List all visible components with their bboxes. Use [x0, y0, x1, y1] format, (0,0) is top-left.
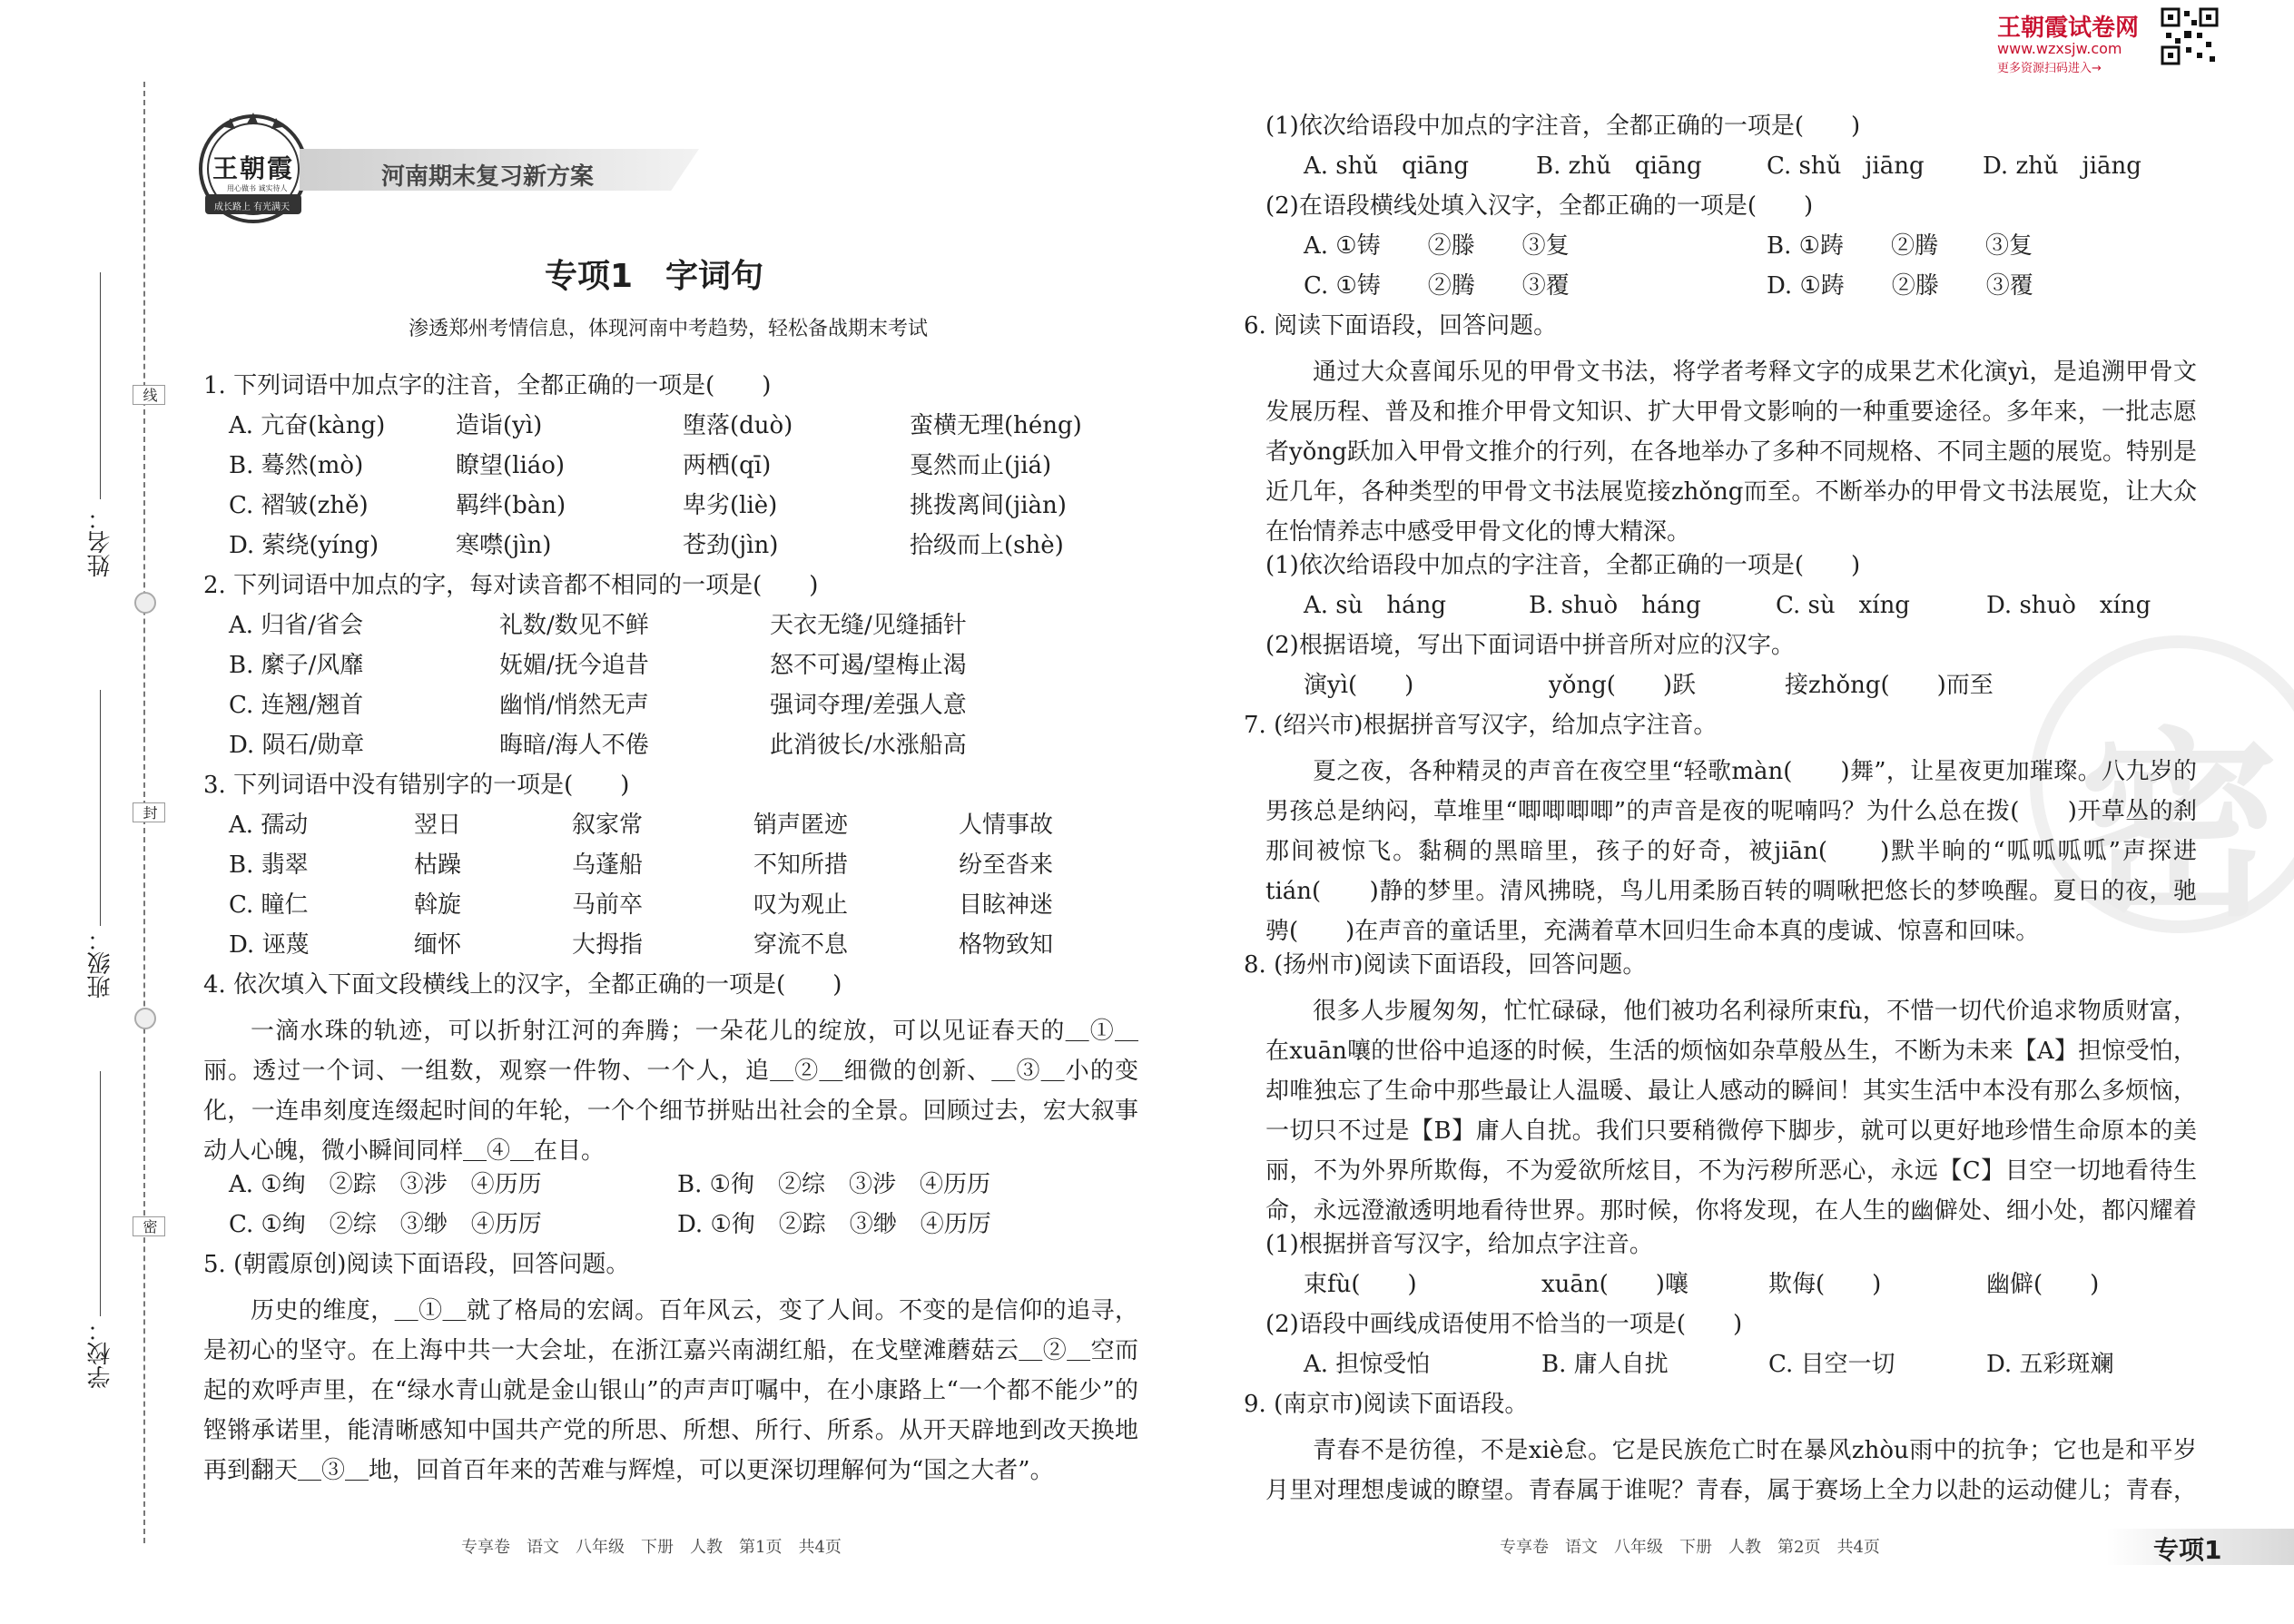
option-cell: 斡旋: [414, 891, 462, 919]
q5-stem: 5. (朝霞原创)阅读下面语段，回答问题。: [203, 1251, 630, 1278]
option-cell: C. sù xíng: [1776, 592, 1910, 619]
q3-option-row-c: [203, 891, 1247, 931]
q7-passage: 夏之夜，各种精灵的声音在夜空里“轻歌màn( )舞”，让星夜更加璀璨。八九岁的男孩总是纳闷，草堆里“唧唧唧唧”的声音是夜的呢喃吗？为什么总在拨( )开草丛的刹那间被惊飞。黏稠的黑暗里，孩子的好奇，被jiān( )默半晌的“呱呱呱呱”声探进tián( )静的梦里。清风拂晓，鸟儿用柔肠百转的啁啾把悠长的梦唤醒。夏日的夜，驰骋( )在声音的童话里，充满着草木回归生命本真的虔诚、惊喜和回味。: [1265, 758, 2197, 945]
q4-stem: 4. 依次填入下面文段横线上的汉字，全都正确的一项是( ): [203, 971, 842, 999]
school-field[interactable]: [87, 1071, 114, 1389]
q4-option-row-2: [203, 1211, 1247, 1251]
option-cell: B. 縻子/风靡: [229, 652, 364, 679]
binding-hole-1: [134, 592, 156, 614]
q2-option-row-b: [203, 652, 1247, 692]
blank-cell[interactable]: 演yì( ): [1304, 672, 1414, 699]
right-question-list: [1244, 113, 2197, 1511]
q6-sub1-options: [1244, 592, 2197, 632]
option-cell: A. sù háng: [1304, 592, 1447, 619]
page-subtitle: 渗透郑州考情信息，体现河南中考趋势，轻松备战期末考试: [409, 318, 929, 340]
option-cell: 缅怀: [414, 931, 462, 959]
option-cell: 不知所措: [753, 851, 849, 879]
q5-sub1-stem: (1)依次给语段中加点的字注音，全都正确的一项是( ): [1265, 113, 1861, 140]
q3-option-row-a: [203, 812, 1247, 851]
q1-option-row-d: [203, 532, 1247, 572]
option-cell: C. 褶皱(zhě): [229, 492, 369, 519]
blank-cell[interactable]: 欺侮( ): [1768, 1271, 1882, 1298]
q1-option-row-a: [203, 412, 1247, 452]
q8-sub1-blanks: [1244, 1271, 2197, 1311]
option-cell: 强词夺理/差强人意: [770, 692, 967, 719]
option-cell: A. shǔ qiāng: [1304, 153, 1469, 180]
q9-stem: 9. (南京市)阅读下面语段。: [1244, 1391, 1529, 1418]
corner-tag: 专项1: [2153, 1535, 2222, 1565]
option-cell: 大拇指: [572, 931, 644, 959]
blank-cell[interactable]: yǒng( )跃: [1549, 672, 1697, 699]
option-cell: B. ①徇 ②综 ③涉 ④历历: [677, 1171, 990, 1198]
option-cell: 戛然而止(jiá): [910, 452, 1052, 479]
option-cell: B. zhǔ qiāng: [1536, 153, 1702, 180]
option-cell: 马前卒: [572, 891, 644, 919]
option-cell: 天衣无缝/见缝插针: [770, 612, 967, 639]
option-cell: D. shuò xíng: [1986, 592, 2151, 619]
binding-mark-seal: 封: [133, 802, 165, 822]
option-cell: 拾级而上(shè): [910, 532, 1064, 559]
option-cell: 枯躁: [414, 851, 462, 879]
option-cell: 晦暗/海人不倦: [499, 732, 649, 759]
option-cell: D. 诬蔑: [229, 931, 310, 959]
class-field[interactable]: [87, 690, 114, 999]
option-cell: 瞭望(liáo): [456, 452, 566, 479]
q9-passage: 青春不是彷徨，不是xiè怠。它是民族危亡时在暴风zhòu雨中的抗争；它也是和平岁月里对理想虔诚的瞭望。青春属于谁呢？青春，属于赛场上全力以赴的运动健儿；青春，: [1265, 1437, 2197, 1504]
option-cell: D. 萦绕(yíng): [229, 532, 379, 559]
qr-code-icon[interactable]: [2161, 7, 2219, 65]
option-cell: 叹为观止: [753, 891, 849, 919]
q1-option-row-c: [203, 492, 1247, 532]
option-cell: 此消彼长/水涨船高: [770, 732, 967, 759]
option-cell: 挑拨离间(jiàn): [910, 492, 1067, 519]
option-cell: 穿流不息: [753, 931, 849, 959]
q8-passage: 很多人步履匆匆，忙忙碌碌，他们被功名利禄所束fù，不惜一切代价追求物质财富，在xuān嚷的世俗中追逐的时候，生活的烦恼如杂草般丛生，不断为未来【A】担惊受怕，却唯独忘了生命中那些最让人温暖、最让人感动的瞬间！其实生活中本没有那么多烦恼，一切只不过是【B】庸人自扰。我们只要稍微停下脚步，就可以更好地珍惜生命原本的美丽，不为外界所欺侮，不为爱欲所炫目，不为污秽所恶心，永远【C】目空一切地看待生命，永远澄澈透明地看待世界。那时候，你将发现，在人生的幽僻处、细小处，都闪耀着: [1265, 998, 2197, 1225]
option-cell: 两栖(qī): [683, 452, 772, 479]
option-cell: A. 担惊受怕: [1304, 1351, 1431, 1378]
option-cell: D. 五彩斑斓: [1986, 1351, 2114, 1378]
blank-cell[interactable]: 幽僻( ): [1986, 1271, 2100, 1298]
binding-mark-line: 线: [133, 385, 165, 405]
blank-cell[interactable]: 束fù( ): [1304, 1271, 1417, 1298]
footer-left: 专享卷 语文 八年级 下册 人教 第1页 共4页: [461, 1538, 842, 1557]
option-cell: 翌日: [414, 812, 462, 839]
watermark-text: 密: [2079, 711, 2279, 943]
option-cell: B. 蓦然(mò): [229, 452, 364, 479]
q6-sub2-stem: (2)根据语境，写出下面词语中拼音所对应的汉字。: [1265, 632, 1795, 659]
header-band-text: 河南期末复习新方案: [381, 163, 595, 191]
option-cell: A. 亢奋(kàng): [229, 412, 386, 439]
q4-option-row-1: [203, 1171, 1247, 1211]
option-cell: 怒不可遏/望梅止渴: [770, 652, 967, 679]
q3-option-row-d: [203, 931, 1247, 971]
q6-passage: 通过大众喜闻乐见的甲骨文书法，将学者考释文字的成果艺术化演yì，是追溯甲骨文发展历程、普及和推介甲骨文知识、扩大甲骨文影响的一种重要途径。多年来，一批志愿者yǒng跃加入甲骨文推介的行列，在各地举办了多种不同规格、不同主题的展览。特别是近几年，各种类型的甲骨文书法展览接zhǒng而至。不断举办的甲骨文书法展览，让大众在怡情养志中感受甲骨文化的博大精深。: [1265, 359, 2197, 546]
blank-cell[interactable]: xuān( )嚷: [1541, 1271, 1689, 1298]
option-cell: D. ①踌 ②滕 ③覆: [1767, 272, 2033, 300]
option-cell: 蛮横无理(héng): [910, 412, 1082, 439]
site-url: www.wzxsjw.com: [1997, 40, 2122, 57]
site-slogan: 更多资源扫码进入→: [1997, 62, 2102, 75]
option-cell: 堕落(duò): [683, 412, 793, 439]
q1-option-row-b: [203, 452, 1247, 492]
option-cell: B. 翡翠: [229, 851, 309, 879]
brand-logo: [194, 107, 312, 225]
option-cell: 叙家常: [572, 812, 644, 839]
q8-stem: 8. (扬州市)阅读下面语段，回答问题。: [1244, 951, 1647, 979]
name-field[interactable]: [87, 272, 114, 577]
option-cell: 羁绊(bàn): [456, 492, 566, 519]
blank-cell[interactable]: 接zhǒng( )而至: [1785, 672, 1994, 699]
q1-stem: 1. 下列词语中加点字的注音，全都正确的一项是( ): [203, 372, 772, 399]
logo-subtext-1: 用心做书 诚实待人: [227, 184, 288, 192]
option-cell: 造诣(yì): [456, 412, 543, 439]
option-cell: C. ①绚 ②综 ③缈 ④历厉: [229, 1211, 542, 1238]
option-cell: A. ①绚 ②踪 ③涉 ④历历: [229, 1171, 542, 1198]
option-cell: B. ①踌 ②腾 ③复: [1767, 232, 2033, 260]
q8-sub2-options: [1244, 1351, 2197, 1391]
page-title: 专项1 字词句: [545, 258, 764, 295]
q7-stem: 7. (绍兴市)根据拼音写汉字，给加点字注音。: [1244, 712, 1718, 739]
site-name: 王朝霞试卷网: [1997, 15, 2140, 42]
name-label: 姓名：: [87, 507, 114, 577]
left-question-list: [203, 372, 1247, 1491]
option-cell: 礼数/数见不鲜: [499, 612, 649, 639]
q5-passage: 历史的维度，＿①＿就了格局的宏阔。百年风云，变了人间。不变的是信仰的追寻，是初心的坚守。在上海中共一大会址，在浙江嘉兴南湖红船，在戈壁滩蘑菇云＿②＿空而起的欢呼声里，在“绿水青山就是金山银山”的声声叮嘱中，在小康路上“一个都不能少”的铿锵承诺里，能清晰感知中国共产党的所思、所想、所行、所系。从开天辟地到改天换地再到翻天＿③＿地，回首百年来的苦难与辉煌，可以更深切理解何为“国之大者”。: [203, 1297, 1138, 1484]
q2-option-row-c: [203, 692, 1247, 732]
q6-sub1-stem: (1)依次给语段中加点的字注音，全都正确的一项是( ): [1265, 552, 1861, 579]
option-cell: C. 瞳仁: [229, 891, 309, 919]
option-cell: 寒噤(jìn): [456, 532, 552, 559]
q4-passage: 一滴水珠的轨迹，可以折射江河的奔腾；一朵花儿的绽放，可以见证春天的＿①＿丽。透过一个词、一组数，观察一件物、一个人，追＿②＿细微的创新、＿③＿小的变化，一连串刻度连缀起时间的年轮，一个个细节拼贴出社会的全景。回顾过去，宏大叙事动人心魄，微小瞬间同样＿④＿在目。: [203, 1018, 1138, 1165]
class-label: 班级：: [87, 928, 114, 999]
logo-text: 王朝霞: [212, 153, 295, 183]
option-cell: A. 归省/省会: [229, 612, 364, 639]
option-cell: 目眩神迷: [959, 891, 1054, 919]
binding-mark-secret: 密: [133, 1216, 165, 1236]
option-cell: C. 连翘/翘首: [229, 692, 364, 719]
q5-sub2-stem: (2)在语段横线处填入汉字，全都正确的一项是( ): [1265, 192, 1814, 220]
option-cell: C. ①铸 ②腾 ③覆: [1304, 272, 1570, 300]
option-cell: 卑劣(liè): [683, 492, 778, 519]
q5-sub2-options-2: [1244, 272, 2197, 312]
q3-stem: 3. 下列词语中没有错别字的一项是( ): [203, 772, 630, 799]
option-cell: A. 孺动: [229, 812, 309, 839]
option-cell: C. 目空一切: [1768, 1351, 1895, 1378]
option-cell: 销声匿迹: [753, 812, 849, 839]
binding-hole-2: [134, 1008, 156, 1029]
option-cell: A. ①铸 ②滕 ③复: [1304, 232, 1570, 260]
q8-sub1-stem: (1)根据拼音写汉字，给加点字注音。: [1265, 1231, 1653, 1258]
q6-stem: 6. 阅读下面语段，回答问题。: [1244, 312, 1558, 340]
option-cell: B. shuò háng: [1529, 592, 1701, 619]
option-cell: C. shǔ jiāng: [1767, 153, 1925, 180]
q2-stem: 2. 下列词语中加点的字，每对读音都不相同的一项是( ): [203, 572, 819, 599]
q6-sub2-blanks: [1244, 672, 2197, 712]
option-cell: D. zhǔ jiāng: [1983, 153, 2141, 180]
q2-option-row-d: [203, 732, 1247, 772]
footer-right: 专享卷 语文 八年级 下册 人教 第2页 共4页: [1500, 1538, 1880, 1557]
option-cell: 人情事故: [959, 812, 1054, 839]
option-cell: 苍劲(jìn): [683, 532, 779, 559]
option-cell: D. 陨石/勋章: [229, 732, 365, 759]
option-cell: 妩媚/抚今追昔: [499, 652, 649, 679]
q8-sub2-stem: (2)语段中画线成语使用不恰当的一项是( ): [1265, 1311, 1743, 1338]
option-cell: D. ①徇 ②踪 ③缈 ④历厉: [677, 1211, 991, 1238]
option-cell: 格物致知: [959, 931, 1054, 959]
q5-sub1-options: [1244, 153, 2197, 192]
option-cell: 乌蓬船: [572, 851, 644, 879]
q5-sub2-options-1: [1244, 232, 2197, 272]
q2-option-row-a: [203, 612, 1247, 652]
option-cell: B. 庸人自扰: [1541, 1351, 1669, 1378]
option-cell: 幽悄/悄然无声: [499, 692, 649, 719]
school-label: 学校：: [87, 1318, 114, 1389]
q3-option-row-b: [203, 851, 1247, 891]
option-cell: 纷至沓来: [959, 851, 1054, 879]
logo-subtext-2: 成长路上 有光满天: [214, 202, 290, 212]
